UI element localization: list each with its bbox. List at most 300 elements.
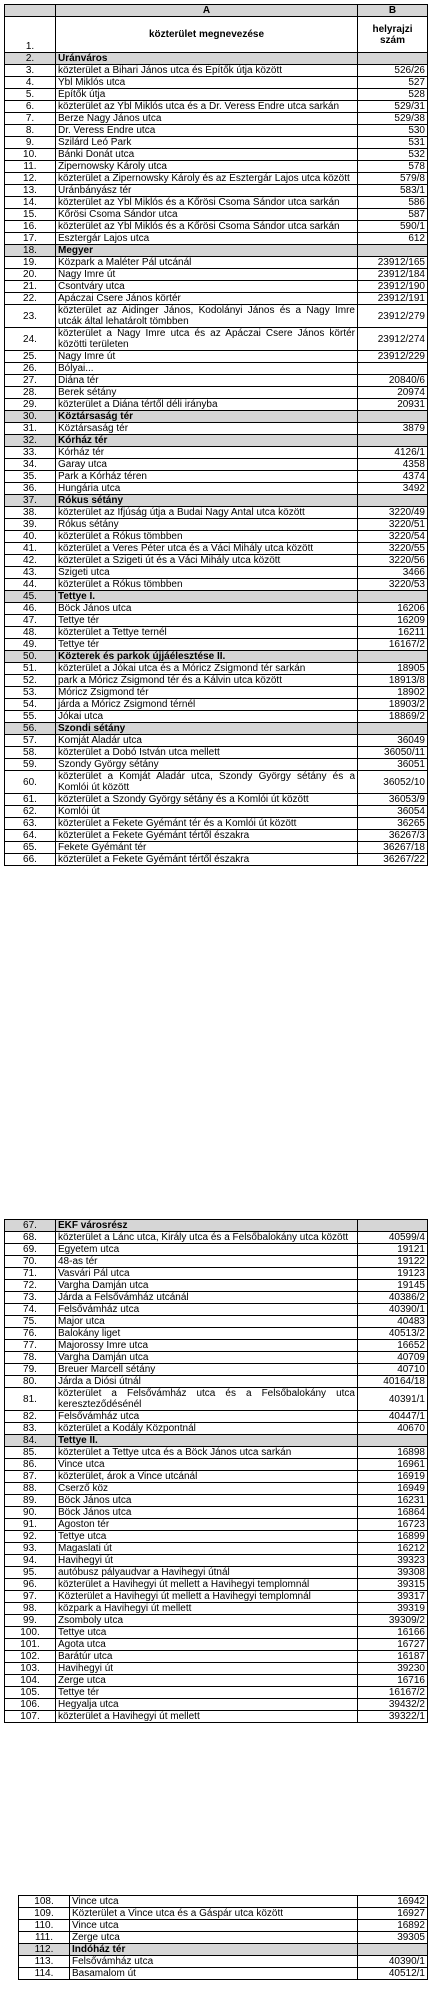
table-row xyxy=(5,507,428,519)
parcel-number-cell: 39309/2 xyxy=(358,1615,428,1627)
parcel-number-cell: 23912/190 xyxy=(358,281,428,293)
parcel-number-cell: 23912/165 xyxy=(358,257,428,269)
table-row xyxy=(5,1328,428,1340)
street-name-cell: Zerge utca xyxy=(70,1932,358,1944)
parcel-number-cell: 579/8 xyxy=(358,173,428,185)
parcel-number-cell: 3220/51 xyxy=(358,519,428,531)
parcel-number-cell xyxy=(358,591,428,603)
row-number-cell: 90. xyxy=(5,1507,56,1519)
table-row xyxy=(5,567,428,579)
street-name-cell: közterület a Felsővámház utca és a Felsőbalokány utca kereszteződésénél xyxy=(56,1388,358,1411)
row-number-cell: 28. xyxy=(5,387,56,399)
street-name-cell: Hungária utca xyxy=(56,483,358,495)
row-number-cell: 11. xyxy=(5,161,56,173)
row-number-cell: 69. xyxy=(5,1244,56,1256)
row-number-cell: 9. xyxy=(5,137,56,149)
street-name-cell: Szondy György sétány xyxy=(56,759,358,771)
table-row xyxy=(5,794,428,806)
street-name-cell: Járda a Diósi útnál xyxy=(56,1376,358,1388)
row-number-cell: 103. xyxy=(5,1663,56,1675)
row-number-cell: 8. xyxy=(5,125,56,137)
table-row xyxy=(5,1459,428,1471)
street-name-cell: Egyetem utca xyxy=(56,1244,358,1256)
street-name-cell: Tettye utca xyxy=(56,1531,358,1543)
row-number-cell: 99. xyxy=(5,1615,56,1627)
street-name-cell: Nagy Imre út xyxy=(56,351,358,363)
street-name-cell: Basamalom út xyxy=(70,1968,358,1980)
section-header-row xyxy=(5,1435,428,1447)
row-number-cell: 20. xyxy=(5,269,56,281)
parcel-number-cell: 39319 xyxy=(358,1603,428,1615)
row-number-cell: 83. xyxy=(5,1423,56,1435)
table-row xyxy=(5,269,428,281)
parcel-number-cell: 39315 xyxy=(358,1579,428,1591)
table-row xyxy=(5,89,428,101)
parcel-number-cell: 40386/2 xyxy=(358,1292,428,1304)
row-number-cell: 82. xyxy=(5,1411,56,1423)
table-row xyxy=(5,663,428,675)
street-name-cell: Építők útja xyxy=(56,89,358,101)
street-name-cell: Felsővámház utca xyxy=(70,1956,358,1968)
street-name-cell: Móricz Zsigmond tér xyxy=(56,687,358,699)
street-name-cell: közterület a Rókus tömbben xyxy=(56,579,358,591)
parcel-number-cell: 3220/55 xyxy=(358,543,428,555)
street-name-cell: Hegyalja utca xyxy=(56,1699,358,1711)
row-number-cell: 97. xyxy=(5,1591,56,1603)
row-number-cell: 37. xyxy=(5,495,56,507)
street-name-cell: Járda a Felsővámház utcánál xyxy=(56,1292,358,1304)
table-row xyxy=(5,1567,428,1579)
parcel-number-cell: 16942 xyxy=(358,1896,428,1908)
row-number-cell: 38. xyxy=(5,507,56,519)
parcel-number-cell: 40710 xyxy=(358,1364,428,1376)
parcel-number-cell: 16206 xyxy=(358,603,428,615)
row-number-cell: 19. xyxy=(5,257,56,269)
row-number-cell: 23. xyxy=(5,305,56,328)
street-name-cell: Park a Kórház téren xyxy=(56,471,358,483)
section-header-row xyxy=(5,1220,428,1232)
row-number-cell: 44. xyxy=(5,579,56,591)
row-number-cell: 48. xyxy=(5,627,56,639)
street-name-cell: Köztársaság tér xyxy=(56,423,358,435)
table-row xyxy=(5,1256,428,1268)
parcel-number-cell: 40390/1 xyxy=(358,1956,428,1968)
parcel-number-cell xyxy=(358,53,428,65)
section-header-row xyxy=(5,53,428,65)
parcel-number-cell: 40164/18 xyxy=(358,1376,428,1388)
section-header-row xyxy=(5,591,428,603)
table-row xyxy=(5,328,428,351)
section-header-row xyxy=(5,245,428,257)
table-row xyxy=(5,137,428,149)
row-number-cell: 59. xyxy=(5,759,56,771)
table-row xyxy=(5,1507,428,1519)
parcel-number-cell: 4374 xyxy=(358,471,428,483)
parcel-number-cell: 36052/10 xyxy=(358,771,428,794)
row-number-cell: 39. xyxy=(5,519,56,531)
parcel-number-cell: 18913/8 xyxy=(358,675,428,687)
parcel-number-cell: 16166 xyxy=(358,1627,428,1639)
parcel-number-cell: 40512/1 xyxy=(358,1968,428,1980)
table-row xyxy=(5,1675,428,1687)
row-number-cell: 74. xyxy=(5,1304,56,1316)
row-number-cell: 14. xyxy=(5,197,56,209)
table-row xyxy=(5,1651,428,1663)
street-name-cell: járda a Móricz Zsigmond térnél xyxy=(56,699,358,711)
row-number-cell: 47. xyxy=(5,615,56,627)
row-number-cell: 86. xyxy=(5,1459,56,1471)
parcel-number-cell: 16231 xyxy=(358,1495,428,1507)
section-title-cell: Tettye II. xyxy=(56,1435,358,1447)
row-number-cell: 65. xyxy=(5,842,56,854)
parcel-number-cell: 40447/1 xyxy=(358,1411,428,1423)
row-number-cell: 57. xyxy=(5,735,56,747)
row-number-cell: 45. xyxy=(5,591,56,603)
street-name-cell: Uránbányász tér xyxy=(56,185,358,197)
row-number-cell: 75. xyxy=(5,1316,56,1328)
street-name-cell: közterület a Diána tértől déli irányba xyxy=(56,399,358,411)
parcel-number-cell: 39317 xyxy=(358,1591,428,1603)
parcel-number-cell: 19145 xyxy=(358,1280,428,1292)
section-header-row xyxy=(5,651,428,663)
street-name-cell: Ágoston tér xyxy=(56,1519,358,1531)
parcel-number-cell: 16212 xyxy=(358,1543,428,1555)
header-row-number: 1. xyxy=(5,17,56,53)
street-name-cell: közterület a Rókus tömbben xyxy=(56,531,358,543)
parcel-number-cell: 612 xyxy=(358,233,428,245)
parcel-number-cell xyxy=(358,245,428,257)
parcel-number-cell: 39305 xyxy=(358,1932,428,1944)
street-name-cell: Garay utca xyxy=(56,459,358,471)
row-number-cell: 55. xyxy=(5,711,56,723)
parcel-number-cell xyxy=(358,1220,428,1232)
parcel-number-cell: 4126/1 xyxy=(358,447,428,459)
street-name-cell: közterület az Ifjúság útja a Budai Nagy Antal utca között xyxy=(56,507,358,519)
row-number-cell: 89. xyxy=(5,1495,56,1507)
section-title-cell: Megyer xyxy=(56,245,358,257)
street-name-cell: közterület a Tettye utca és a Böck János utca sarkán xyxy=(56,1447,358,1459)
row-number-cell: 68. xyxy=(5,1232,56,1244)
parcel-number-cell: 16167/2 xyxy=(358,1687,428,1699)
table-row xyxy=(5,1340,428,1352)
section-title-cell: Kórház tér xyxy=(56,435,358,447)
street-name-cell: közterület a Szigeti út és a Váci Mihály utca között xyxy=(56,555,358,567)
parcel-number-cell xyxy=(358,435,428,447)
row-number-cell: 13. xyxy=(5,185,56,197)
table-row xyxy=(5,257,428,269)
parcel-number-cell: 3492 xyxy=(358,483,428,495)
row-number-cell: 61. xyxy=(5,794,56,806)
row-number-cell: 21. xyxy=(5,281,56,293)
row-number-cell: 105. xyxy=(5,1687,56,1699)
row-number-cell: 102. xyxy=(5,1651,56,1663)
table-row xyxy=(5,627,428,639)
table-row xyxy=(5,687,428,699)
parcel-number-cell: 39322/1 xyxy=(358,1711,428,1723)
row-number-cell: 22. xyxy=(5,293,56,305)
row-number-cell: 71. xyxy=(5,1268,56,1280)
street-name-cell: közterület a Veres Péter utca és a Váci Mihály utca között xyxy=(56,543,358,555)
street-name-cell: Tettye tér xyxy=(56,1687,358,1699)
row-number-cell: 6. xyxy=(5,101,56,113)
section-title-cell: Rókus sétány xyxy=(56,495,358,507)
parcel-number-cell: 527 xyxy=(358,77,428,89)
table-row xyxy=(19,1896,428,1908)
street-name-cell: közterület a Lánc utca, Király utca és a Felsőbalokány utca között xyxy=(56,1232,358,1244)
street-name-cell: Csontváry utca xyxy=(56,281,358,293)
parcel-number-cell: 39308 xyxy=(358,1567,428,1579)
parcel-number-cell: 23912/229 xyxy=(358,351,428,363)
row-number-cell: 113. xyxy=(19,1956,70,1968)
street-name-cell: Balokány liget xyxy=(56,1328,358,1340)
column-letter-a: A xyxy=(56,5,358,17)
row-number-cell: 53. xyxy=(5,687,56,699)
street-name-cell: Vasvári Pál utca xyxy=(56,1268,358,1280)
row-number-cell: 51. xyxy=(5,663,56,675)
parcel-number-cell: 578 xyxy=(358,161,428,173)
table-row xyxy=(5,1471,428,1483)
section-title-cell: Indóház tér xyxy=(70,1944,358,1956)
row-number-cell: 70. xyxy=(5,1256,56,1268)
table-row xyxy=(5,1555,428,1567)
row-number-cell: 27. xyxy=(5,375,56,387)
table-row xyxy=(5,1699,428,1711)
parcel-number-cell: 583/1 xyxy=(358,185,428,197)
row-number-cell: 62. xyxy=(5,806,56,818)
table-row xyxy=(5,161,428,173)
row-number-cell: 66. xyxy=(5,854,56,866)
parcel-number-cell: 40599/4 xyxy=(358,1232,428,1244)
row-number-cell: 36. xyxy=(5,483,56,495)
table-row xyxy=(5,233,428,245)
parcel-number-cell xyxy=(358,651,428,663)
parcel-number-cell: 16898 xyxy=(358,1447,428,1459)
row-number-cell: 91. xyxy=(5,1519,56,1531)
parcel-number-cell xyxy=(358,1944,428,1956)
street-name-cell: Kőrösi Csoma Sándor utca xyxy=(56,209,358,221)
table-row xyxy=(5,699,428,711)
section-header-row xyxy=(5,411,428,423)
row-number-cell: 77. xyxy=(5,1340,56,1352)
table-row xyxy=(5,1292,428,1304)
table-row xyxy=(5,1411,428,1423)
table-row xyxy=(5,1304,428,1316)
row-number-cell: 111. xyxy=(19,1932,70,1944)
parcel-number-cell: 16187 xyxy=(358,1651,428,1663)
parcel-number-cell: 16652 xyxy=(358,1340,428,1352)
parcel-number-cell: 3220/53 xyxy=(358,579,428,591)
section-title-cell: Szondi sétány xyxy=(56,723,358,735)
street-name-cell: Major utca xyxy=(56,1316,358,1328)
row-number-cell: 40. xyxy=(5,531,56,543)
street-name-cell: Havihegyi út xyxy=(56,1663,358,1675)
table-row xyxy=(5,375,428,387)
row-number-cell: 25. xyxy=(5,351,56,363)
parcel-number-cell: 529/31 xyxy=(358,101,428,113)
street-name-cell: Böck János utca xyxy=(56,603,358,615)
row-number-cell: 87. xyxy=(5,1471,56,1483)
table-row xyxy=(5,1244,428,1256)
street-name-cell: Vince utca xyxy=(56,1459,358,1471)
table-row xyxy=(5,423,428,435)
street-name-cell: Böck János utca xyxy=(56,1507,358,1519)
table-row xyxy=(5,399,428,411)
table-row xyxy=(5,77,428,89)
street-name-cell: Vince utca xyxy=(70,1896,358,1908)
row-number-cell: 18. xyxy=(5,245,56,257)
section-title-cell: Tettye I. xyxy=(56,591,358,603)
street-name-cell: Komlói út xyxy=(56,806,358,818)
section-header-row xyxy=(5,435,428,447)
street-name-cell: Barátúr utca xyxy=(56,1651,358,1663)
street-name-cell: Apáczai Csere János körtér xyxy=(56,293,358,305)
row-number-cell: 94. xyxy=(5,1555,56,1567)
parcel-number-cell: 16716 xyxy=(358,1675,428,1687)
row-number-cell: 24. xyxy=(5,328,56,351)
parcel-number-cell: 36054 xyxy=(358,806,428,818)
section-title-cell: Köztársaság tér xyxy=(56,411,358,423)
table-row xyxy=(5,209,428,221)
row-number-cell: 58. xyxy=(5,747,56,759)
table-row xyxy=(5,675,428,687)
street-name-cell: Tettye utca xyxy=(56,1627,358,1639)
section-title-cell: EKF városrész xyxy=(56,1220,358,1232)
table-row xyxy=(5,1639,428,1651)
row-number-cell: 93. xyxy=(5,1543,56,1555)
table-row xyxy=(5,1603,428,1615)
table-body-part-2 xyxy=(5,1220,428,1723)
street-name-cell: Tettye tér xyxy=(56,615,358,627)
row-number-cell: 84. xyxy=(5,1435,56,1447)
section-header-row xyxy=(5,495,428,507)
parcel-number-cell: 39432/2 xyxy=(358,1699,428,1711)
parcel-number-cell: 23912/184 xyxy=(358,269,428,281)
table-row xyxy=(5,65,428,77)
street-name-cell: közterület a Havihegyi út mellett xyxy=(56,1711,358,1723)
street-name-cell: Közpark a Maléter Pál utcánál xyxy=(56,257,358,269)
table-row xyxy=(5,221,428,233)
row-number-cell: 17. xyxy=(5,233,56,245)
parcel-number-cell: 19122 xyxy=(358,1256,428,1268)
street-name-cell: Vargha Damján utca xyxy=(56,1352,358,1364)
street-name-cell: Majorossy Imre utca xyxy=(56,1340,358,1352)
row-number-cell: 100. xyxy=(5,1627,56,1639)
street-name-cell: Felsővámház utca xyxy=(56,1411,358,1423)
street-name-cell: közterület, árok a Vince utcánál xyxy=(56,1471,358,1483)
table-row xyxy=(5,1519,428,1531)
table-row xyxy=(5,747,428,759)
table-row xyxy=(5,1232,428,1244)
street-name-cell: közterület a Jókai utca és a Móricz Zsigmond tér sarkán xyxy=(56,663,358,675)
street-name-cell: Fekete Gyémánt tér xyxy=(56,842,358,854)
parcel-number-cell: 18902 xyxy=(358,687,428,699)
row-number-cell: 81. xyxy=(5,1388,56,1411)
street-name-cell: Kórház tér xyxy=(56,447,358,459)
corner-cell xyxy=(5,5,56,17)
parcel-number-cell: 23912/279 xyxy=(358,305,428,328)
street-name-cell: Közterület a Vince utca és a Gáspár utca között xyxy=(70,1908,358,1920)
table-row xyxy=(5,351,428,363)
row-number-cell: 4. xyxy=(5,77,56,89)
street-name-cell: Közterület a Havihegyi út mellett a Havihegyi templomnál xyxy=(56,1591,358,1603)
column-letter-row xyxy=(5,5,428,17)
row-number-cell: 76. xyxy=(5,1328,56,1340)
row-number-cell: 106. xyxy=(5,1699,56,1711)
parcel-number-cell: 36267/3 xyxy=(358,830,428,842)
row-number-cell: 12. xyxy=(5,173,56,185)
street-name-cell: Zipernowsky Károly utca xyxy=(56,161,358,173)
table-row xyxy=(5,447,428,459)
table-row xyxy=(5,1663,428,1675)
table-row xyxy=(5,771,428,794)
row-number-cell: 98. xyxy=(5,1603,56,1615)
row-number-cell: 7. xyxy=(5,113,56,125)
table-row xyxy=(5,759,428,771)
row-number-cell: 50. xyxy=(5,651,56,663)
parcel-number-cell: 23912/191 xyxy=(358,293,428,305)
parcel-number-cell: 20974 xyxy=(358,387,428,399)
table-row xyxy=(5,615,428,627)
parcel-number-cell: 19121 xyxy=(358,1244,428,1256)
table-row xyxy=(5,555,428,567)
parcel-number-cell: 3466 xyxy=(358,567,428,579)
street-name-cell: közterület a Fekete Gyémánt tér és a Komlói út között xyxy=(56,818,358,830)
parcel-number-cell xyxy=(358,363,428,375)
street-name-cell: Dr. Veress Endre utca xyxy=(56,125,358,137)
table-row xyxy=(5,639,428,651)
parcel-number-cell: 40391/1 xyxy=(358,1388,428,1411)
row-number-cell: 52. xyxy=(5,675,56,687)
parcel-number-cell: 16209 xyxy=(358,615,428,627)
table-row xyxy=(19,1908,428,1920)
table-row xyxy=(5,842,428,854)
table-row xyxy=(5,1280,428,1292)
table-row xyxy=(5,1483,428,1495)
table-row xyxy=(5,1364,428,1376)
street-name-cell: közterület a Dobó István utca mellett xyxy=(56,747,358,759)
row-number-cell: 46. xyxy=(5,603,56,615)
parcel-number-cell xyxy=(358,1435,428,1447)
table-row xyxy=(5,149,428,161)
street-name-cell: közterület az Ybl Miklós és a Kőrösi Csoma Sándor utca sarkán xyxy=(56,197,358,209)
row-number-cell: 54. xyxy=(5,699,56,711)
street-name-cell: Bólyai... xyxy=(56,363,358,375)
row-number-cell: 67. xyxy=(5,1220,56,1232)
table-row xyxy=(5,1268,428,1280)
parcel-number-cell: 40670 xyxy=(358,1423,428,1435)
row-number-cell: 49. xyxy=(5,639,56,651)
row-number-cell: 33. xyxy=(5,447,56,459)
parcel-number-cell: 16727 xyxy=(358,1639,428,1651)
street-name-cell: közterület az Ybl Miklós utca és a Dr. Veress Endre utca sarkán xyxy=(56,101,358,113)
street-name-cell: autóbusz pályaudvar a Havihegyi útnál xyxy=(56,1567,358,1579)
table-row xyxy=(5,1352,428,1364)
table-part-2 xyxy=(4,1219,428,1723)
row-number-cell: 101. xyxy=(5,1639,56,1651)
table-body-part-3 xyxy=(19,1896,428,1980)
table-row xyxy=(5,1591,428,1603)
street-name-cell: 48-as tér xyxy=(56,1256,358,1268)
table-row xyxy=(19,1956,428,1968)
row-number-cell: 95. xyxy=(5,1567,56,1579)
street-name-cell: Zerge utca xyxy=(56,1675,358,1687)
street-name-cell: Böck János utca xyxy=(56,1495,358,1507)
street-name-cell: Berze Nagy János utca xyxy=(56,113,358,125)
street-name-cell: Ágota utca xyxy=(56,1639,358,1651)
parcel-number-cell: 587 xyxy=(358,209,428,221)
row-number-cell: 64. xyxy=(5,830,56,842)
parcel-number-cell: 532 xyxy=(358,149,428,161)
